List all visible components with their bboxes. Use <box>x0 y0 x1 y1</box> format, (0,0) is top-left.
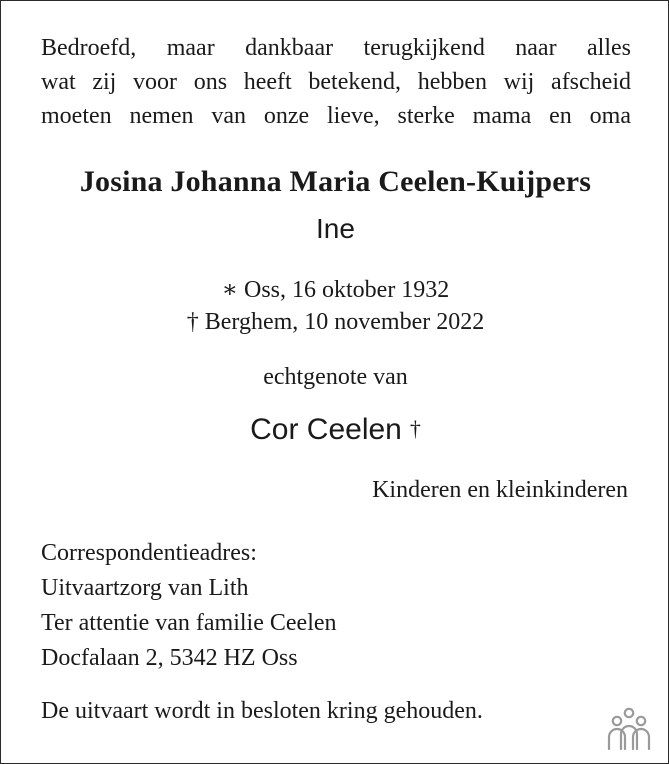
birth-line: ∗ Oss, 16 oktober 1932 <box>221 277 450 303</box>
closing-note: De uitvaart wordt in besloten kring gehouden. <box>41 698 483 724</box>
deceased-cross-mark: † <box>409 416 421 441</box>
spouse-label: echtgenote van <box>263 364 408 390</box>
deceased-nickname: Ine <box>316 213 355 244</box>
correspondence-address <box>41 536 337 676</box>
intro-line-1: Bedroefd, maar dankbaar terugkijkend naar alles <box>41 35 631 61</box>
address-line-1: Uitvaartzorg van Lith <box>41 575 249 601</box>
family-signoff: Kinderen en kleinkinderen <box>372 477 628 503</box>
intro-line-2: wat zij voor ons heeft betekend, hebben wij afscheid <box>41 69 631 95</box>
spouse-line <box>1 413 669 447</box>
people-group-icon <box>604 707 654 751</box>
address-heading: Correspondentieadres: <box>41 540 257 566</box>
death-line: † Berghem, 10 november 2022 <box>186 309 485 335</box>
deceased-name: Josina Johanna Maria Ceelen-Kuijpers <box>79 165 592 198</box>
address-line-2: Ter attentie van familie Ceelen <box>41 610 337 636</box>
intro-line-3: moeten nemen van onze lieve, sterke mama en oma <box>41 103 631 129</box>
spouse-name: Cor Ceelen <box>250 413 402 446</box>
intro-text <box>41 31 631 133</box>
address-line-3: Docfalaan 2, 5342 HZ Oss <box>41 645 298 671</box>
